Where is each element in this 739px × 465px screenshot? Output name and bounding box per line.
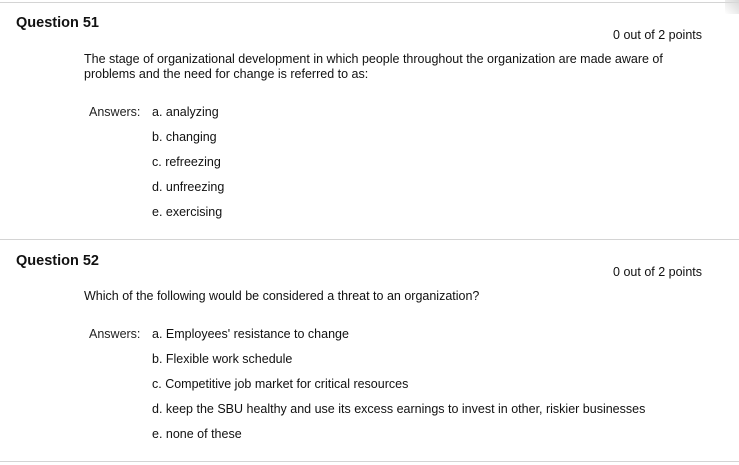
- answer-option-d: d. unfreezing: [152, 180, 225, 194]
- scroll-shadow: [725, 0, 739, 14]
- answer-option-b: b. changing: [152, 130, 217, 144]
- question-points: 0 out of 2 points: [613, 265, 702, 279]
- answer-option-c: c. refreezing: [152, 155, 221, 169]
- question-text: The stage of organizational development in which people throughout the organization are made aware of problems and the need for change is referred to as:: [84, 52, 663, 81]
- answer-option-b: b. Flexible work schedule: [152, 352, 293, 366]
- question-title: Question 51: [16, 15, 99, 31]
- question-title: Question 52: [16, 253, 99, 269]
- answers-label: Answers:: [89, 105, 141, 119]
- answer-list: [152, 105, 224, 230]
- answer-option-d: d. keep the SBU healthy and use its excess earnings to invest in other, riskier businesses: [152, 402, 646, 416]
- answer-option-e: e. exercising: [152, 205, 223, 219]
- answers-label: Answers:: [89, 327, 141, 341]
- question-points: 0 out of 2 points: [613, 28, 702, 42]
- question-divider: [0, 239, 739, 240]
- answer-option-e: e. none of these: [152, 427, 242, 441]
- top-divider: [0, 2, 739, 3]
- answer-option-a: a. analyzing: [152, 105, 219, 119]
- answer-option-a: a. Employees' resistance to change: [152, 327, 349, 341]
- answer-option-c: c. Competitive job market for critical resources: [152, 377, 409, 391]
- answer-list: [152, 327, 645, 452]
- question-text: Which of the following would be considered a threat to an organization?: [84, 289, 480, 303]
- bottom-divider: [0, 461, 739, 462]
